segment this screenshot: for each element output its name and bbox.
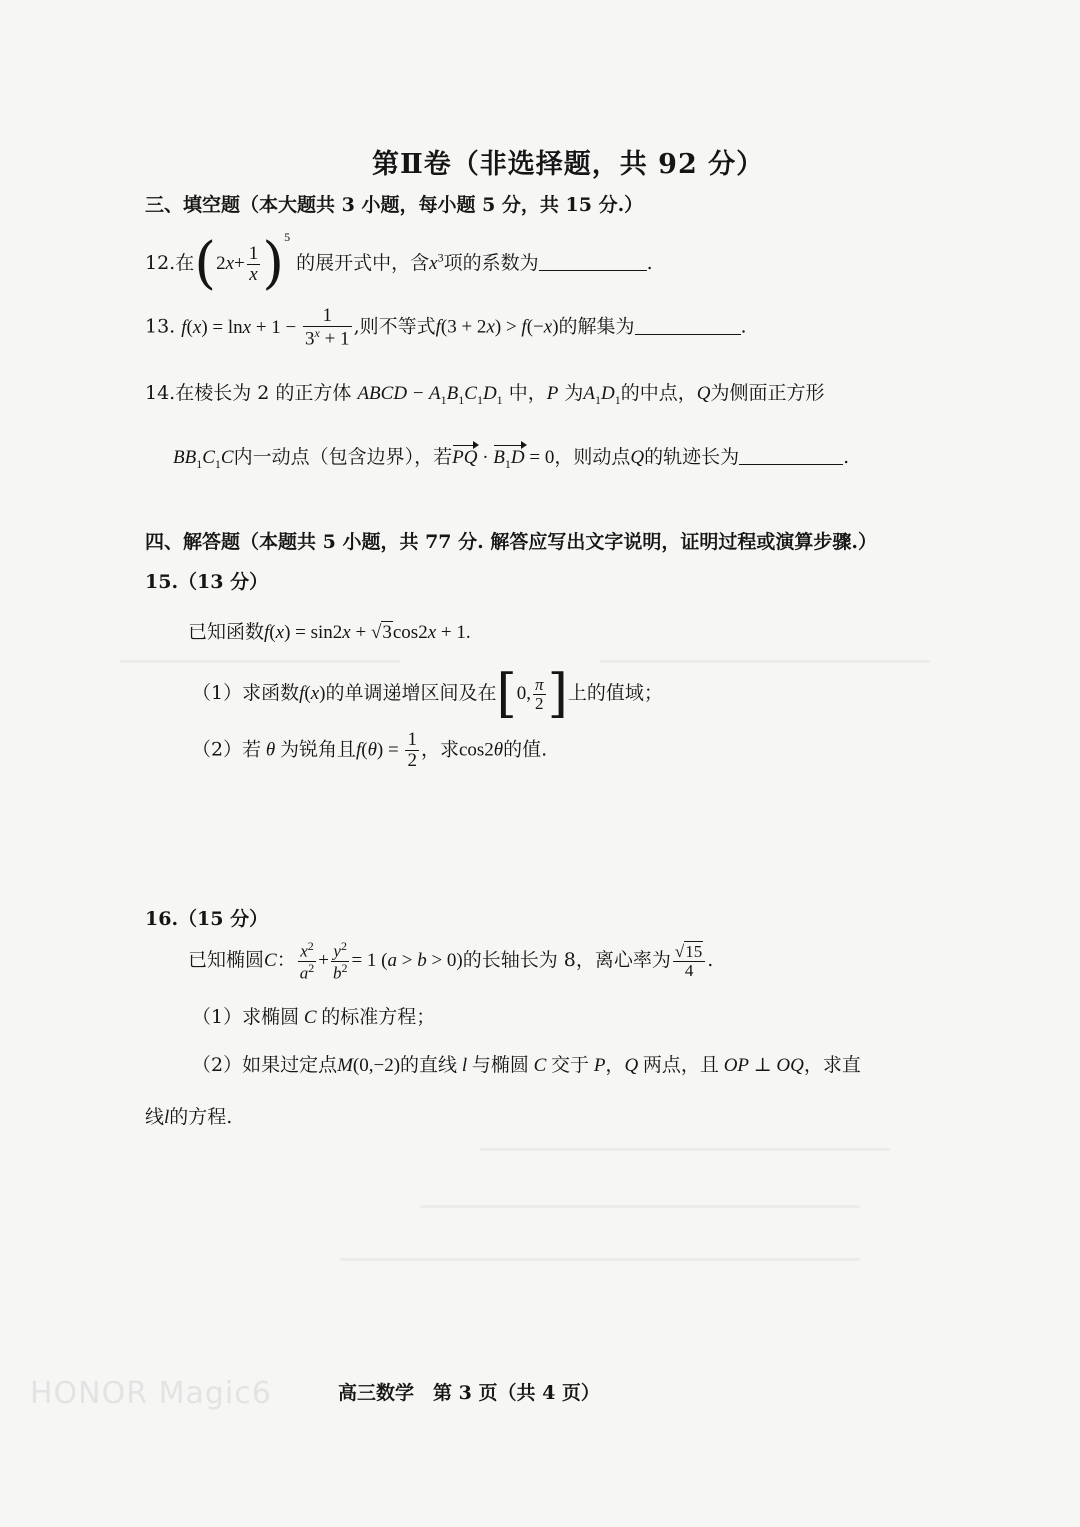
question-14-line1: [145, 378, 825, 408]
q16-point-m: M(0,−2): [337, 1055, 401, 1076]
bleed-through-mark: [120, 660, 400, 663]
q16-end: .: [707, 949, 714, 971]
q16-part-2-cont: [145, 1102, 232, 1129]
q14-face: $BB_1C_1C$: [173, 447, 234, 471]
q12-end: .: [646, 252, 653, 274]
question-12: [145, 230, 653, 296]
q16-ellipse-name: C: [264, 950, 277, 971]
q12-number: 12.: [145, 252, 176, 274]
q16-p2-d: 交于: [551, 1054, 590, 1076]
q13-post: 的解集为: [558, 315, 635, 338]
section-4-heading: 四、解答题（本题共 5 小题，共 77 分. 解答应写出文字说明，证明过程或演算步骤.）: [145, 531, 877, 553]
q16-p2-h: 的方程.: [169, 1106, 233, 1128]
page-footer: 高三数学 第 3 页（共 4 页）: [338, 1382, 600, 1404]
q15-function: f(x) = sin2x + √3cos2x + 1.: [264, 622, 471, 643]
q15-p1-func: f(x): [299, 683, 326, 704]
q15-half: $\frac{1}{2}$: [407, 729, 417, 771]
q14-end: .: [843, 446, 850, 468]
q15-p2-a: （2）若: [192, 738, 262, 761]
q16-part-1: [192, 1002, 435, 1029]
q15-part-1: [192, 664, 663, 724]
q16-heading: 16.（15 分）: [145, 908, 269, 930]
q16-p1-c: C: [299, 1007, 322, 1028]
q14-point-q: Q: [696, 383, 711, 404]
q12-post: 的展开式中，含: [296, 252, 430, 274]
q15-p1-b: 的单调递增区间及在: [325, 682, 497, 704]
bleed-through-mark: [600, 660, 930, 663]
q12-pre: 在: [175, 252, 195, 274]
q14-text-h: 的轨迹长为: [644, 446, 740, 468]
q13-answer-blank[interactable]: [635, 334, 741, 335]
q13-end: .: [740, 315, 747, 338]
q15-p1-a: （1）求函数: [192, 682, 300, 704]
q15-part-2: [192, 730, 547, 771]
q13-function: f(x) = lnx + 1 − $\frac{1}{3^x + 1}$: [181, 305, 350, 350]
q15-theta: θ: [261, 739, 280, 761]
q15-heading: 15.（13 分）: [145, 571, 269, 593]
q16-p1-b: 的标准方程；: [321, 1006, 436, 1028]
q15-interval: [0, $\frac{\pi}{2}$ ]: [496, 664, 568, 724]
q16-points-pq: P，Q: [589, 1055, 643, 1076]
q14-point-q-2: Q: [630, 447, 645, 468]
q16-perpendicular: OP ⊥ OQ: [718, 1055, 804, 1076]
q12-post2: 项的系数为: [443, 252, 539, 274]
q15-target: cos2θ: [458, 739, 504, 761]
q14-dot-product: PQ · $B_1D = 0$: [452, 447, 555, 471]
q13-number: 13.: [145, 315, 176, 338]
q16-line-l-2: l: [164, 1107, 170, 1128]
question-13: [145, 306, 747, 349]
question-14-line2: [173, 442, 849, 472]
q15-stem: [188, 617, 471, 644]
page-title: 第Ⅱ卷（非选择题，共 92 分）: [372, 149, 765, 180]
q16-p2-a: （2）如果过定点: [192, 1054, 338, 1076]
bleed-through-mark: [420, 1205, 860, 1208]
q16-part-2: [192, 1050, 861, 1077]
q16-line-l: l: [457, 1055, 472, 1076]
q16-stem-a: 已知椭圆: [188, 949, 265, 971]
q14-number: 14.: [145, 382, 176, 404]
bleed-through-mark: [340, 1258, 860, 1261]
q16-p2-b: 的直线: [400, 1054, 458, 1076]
camera-watermark: HONOR Magic6: [30, 1376, 272, 1411]
q16-eccentricity: $\frac{√15}{4}$: [673, 943, 705, 980]
q14-text-a: 在棱长为 2 的正方体: [175, 382, 352, 404]
q16-p2-e: 两点，且: [642, 1054, 719, 1076]
q14-point-p: P: [546, 383, 559, 404]
q15-p1-c: 上的值域；: [567, 682, 663, 704]
q14-cube: ABCD − $A_1B_1C_1D_1$: [357, 383, 503, 407]
q12-expression: (2x+ $\frac{1}{x}$ )$^5$: [194, 230, 291, 296]
q16-p1-a: （1）求椭圆: [192, 1006, 300, 1028]
q15-p2-c: ，求: [420, 738, 459, 761]
bleed-through-mark: [480, 1148, 890, 1151]
q13-mid: ,则不等式: [353, 315, 436, 338]
q15-stem-text: 已知函数: [188, 621, 265, 643]
q15-p2-b: 为锐角且: [279, 738, 356, 761]
q15-condition: f(θ) =: [355, 739, 404, 761]
q16-p2-g: 线: [145, 1106, 165, 1128]
q16-p2-f: ，求直: [803, 1054, 861, 1076]
q14-text-b: 中，: [508, 382, 547, 404]
q16-p2-c: 与椭圆: [471, 1054, 529, 1076]
q14-text-d: 的中点，: [620, 382, 697, 404]
q15-p2-d: 的值.: [503, 738, 548, 761]
section-3-heading: 三、填空题（本大题共 3 小题，每小题 5 分，共 15 分.）: [145, 194, 644, 216]
q14-text-e: 为侧面正方形: [710, 382, 825, 404]
q14-edge: $A_1D_1$: [583, 383, 621, 407]
q14-text-g: ，则动点: [554, 446, 631, 468]
q14-answer-blank[interactable]: [739, 464, 843, 465]
q16-ellipse-eq: $\frac{x^2}{a^2}$ + $\frac{y^2}{b^2}$ = 1 (a > b > 0): [299, 939, 463, 983]
q16-ellipse-c: C: [528, 1055, 552, 1076]
q16-stem: 已知椭圆C： $\frac{x^2}{a^2}$ + $\frac{y^2}{b^2}$ = 1 (a > b > 0)的长轴长为 8，离心率为 $\frac{√15}{4}$ .: [188, 939, 714, 983]
q13-inequality: f(3 + 2x) > f(−x): [435, 316, 559, 338]
q16-stem-b: 的长轴长为 8，离心率为: [462, 949, 671, 971]
q14-text-f: 内一动点（包含边界），若: [233, 446, 453, 468]
q14-text-c: 为: [564, 382, 584, 404]
q12-answer-blank[interactable]: [539, 270, 647, 271]
q12-term: $x^3$: [429, 250, 444, 274]
